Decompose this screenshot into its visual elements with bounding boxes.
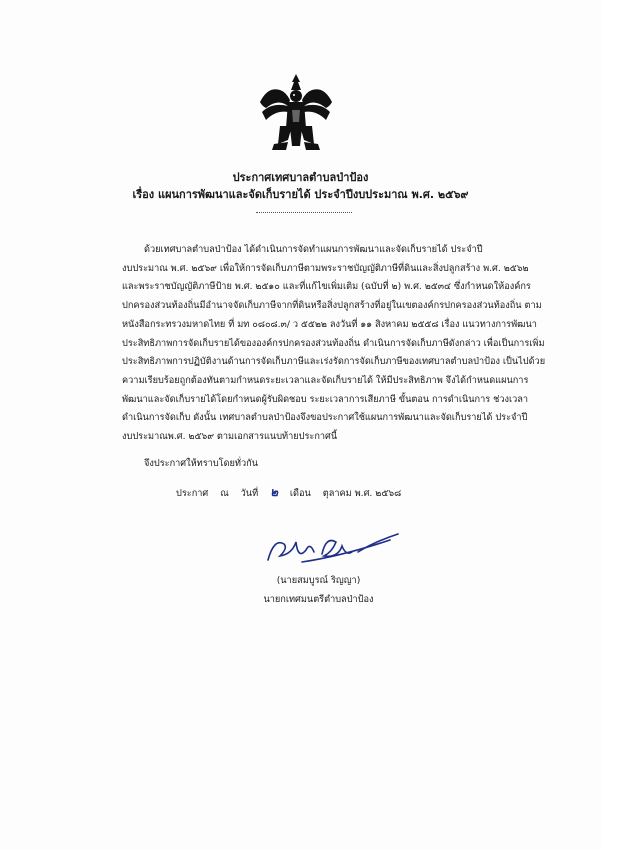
body-line: ดำเนินการจัดเก็บ ดังนั้น เทศบาลตำบลป่าป้องจึงขอประกาศใช้แผนการพัฒนาและจัดเก็บรายได้ ประจำปี [122, 412, 528, 424]
garuda-emblem [258, 72, 334, 152]
signer-title: นายกเทศมนตรีตำบลป่าป้อง [263, 594, 374, 605]
body-line: ด้วยเทศบาลตำบลป่าป้อง ได้ดำเนินการจัดทำแผนการพัฒนาและจัดเก็บรายได้ ประจำปี [144, 244, 483, 255]
title-divider [256, 212, 352, 213]
date-month-year: ตุลาคม พ.ศ. ๒๕๖๘ [322, 488, 402, 499]
body-line: ประสิทธิภาพการปฏิบัติงานด้านการจัดเก็บภาษีและเร่งรัดการจัดเก็บภาษีของเทศบาลตำบลป่าป้อง เป็นไปด้วย [122, 356, 546, 368]
body-line: และพระราชบัญญัติภาษีป้าย พ.ศ. ๒๕๑๐ และที่แก้ไขเพิ่มเติม (ฉบับที่ ๒) พ.ศ. ๒๕๓๔ ซึ่งกำหนดให้องค์กร [122, 281, 531, 293]
date-day-label: วันที่ [240, 488, 259, 499]
body-line: ประสิทธิภาพการจัดเก็บรายได้ขององค์กรปกครองส่วนท้องถิ่น ดำเนินการจัดเก็บภาษีดังกล่าว เพื่อเป็นการเพิ่ม [122, 337, 545, 349]
body-line: งบประมาณ พ.ศ. ๒๕๖๙ เพื่อให้การจัดเก็บภาษีตามพระราชบัญญัติภาษีที่ดินและสิ่งปลูกสร้าง พ.ศ. ๒๕๖๒ [122, 262, 529, 274]
body-line: งบประมาณพ.ศ. ๒๕๖๙ ตามเอกสารแนบท้ายประกาศนี้ [122, 431, 338, 443]
notice-text: จึงประกาศให้ทราบโดยทั่วกัน [144, 458, 258, 469]
date-day-handwritten: ๒ [270, 485, 278, 499]
body-line: ปกครองส่วนท้องถิ่นมีอำนาจจัดเก็บภาษีจากที่ดินหรือสิ่งปลูกสร้างที่อยู่ในเขตองค์กรปกครองส่วนท้องถิ่น ตาม [122, 300, 542, 312]
announcement-body [122, 241, 546, 447]
date-prefix: ประกาศ [176, 488, 209, 499]
signer-name: (นายสมบูรณ์ ริญญา) [276, 575, 361, 586]
date-at: ณ [220, 488, 229, 499]
announcement-title: ประกาศเทศบาลตำบลป่าป้อง [232, 171, 369, 184]
announcement-subject: เรื่อง แผนการพัฒนาและจัดเก็บรายได้ ประจำปีงบประมาณ พ.ศ. ๒๕๖๙ [132, 188, 469, 201]
date-month-label: เดือน [289, 488, 311, 499]
handwritten-signature [262, 530, 402, 570]
body-line: หนังสือกระทรวงมหาดไทย ที่ มท ๐๘๐๘.๓/ ว ๕๕๒๒ ลงวันที่ ๑๑ สิงหาคม ๒๕๕๘ เรื่อง แนวทางการพัฒนา [122, 318, 537, 330]
body-line: ความเรียบร้อยถูกต้องทันตามกำหนดระยะเวลาและจัดเก็บรายได้ ให้มีประสิทธิภาพ จึงได้กำหนดแผนการ [122, 374, 529, 386]
body-line: พัฒนาและจัดเก็บรายได้โดยกำหนดผู้รับผิดชอบ ระยะเวลาการเสียภาษี ขั้นตอน การดำเนินการ ช่วงเวลา [122, 393, 529, 405]
announcement-date [176, 483, 410, 502]
